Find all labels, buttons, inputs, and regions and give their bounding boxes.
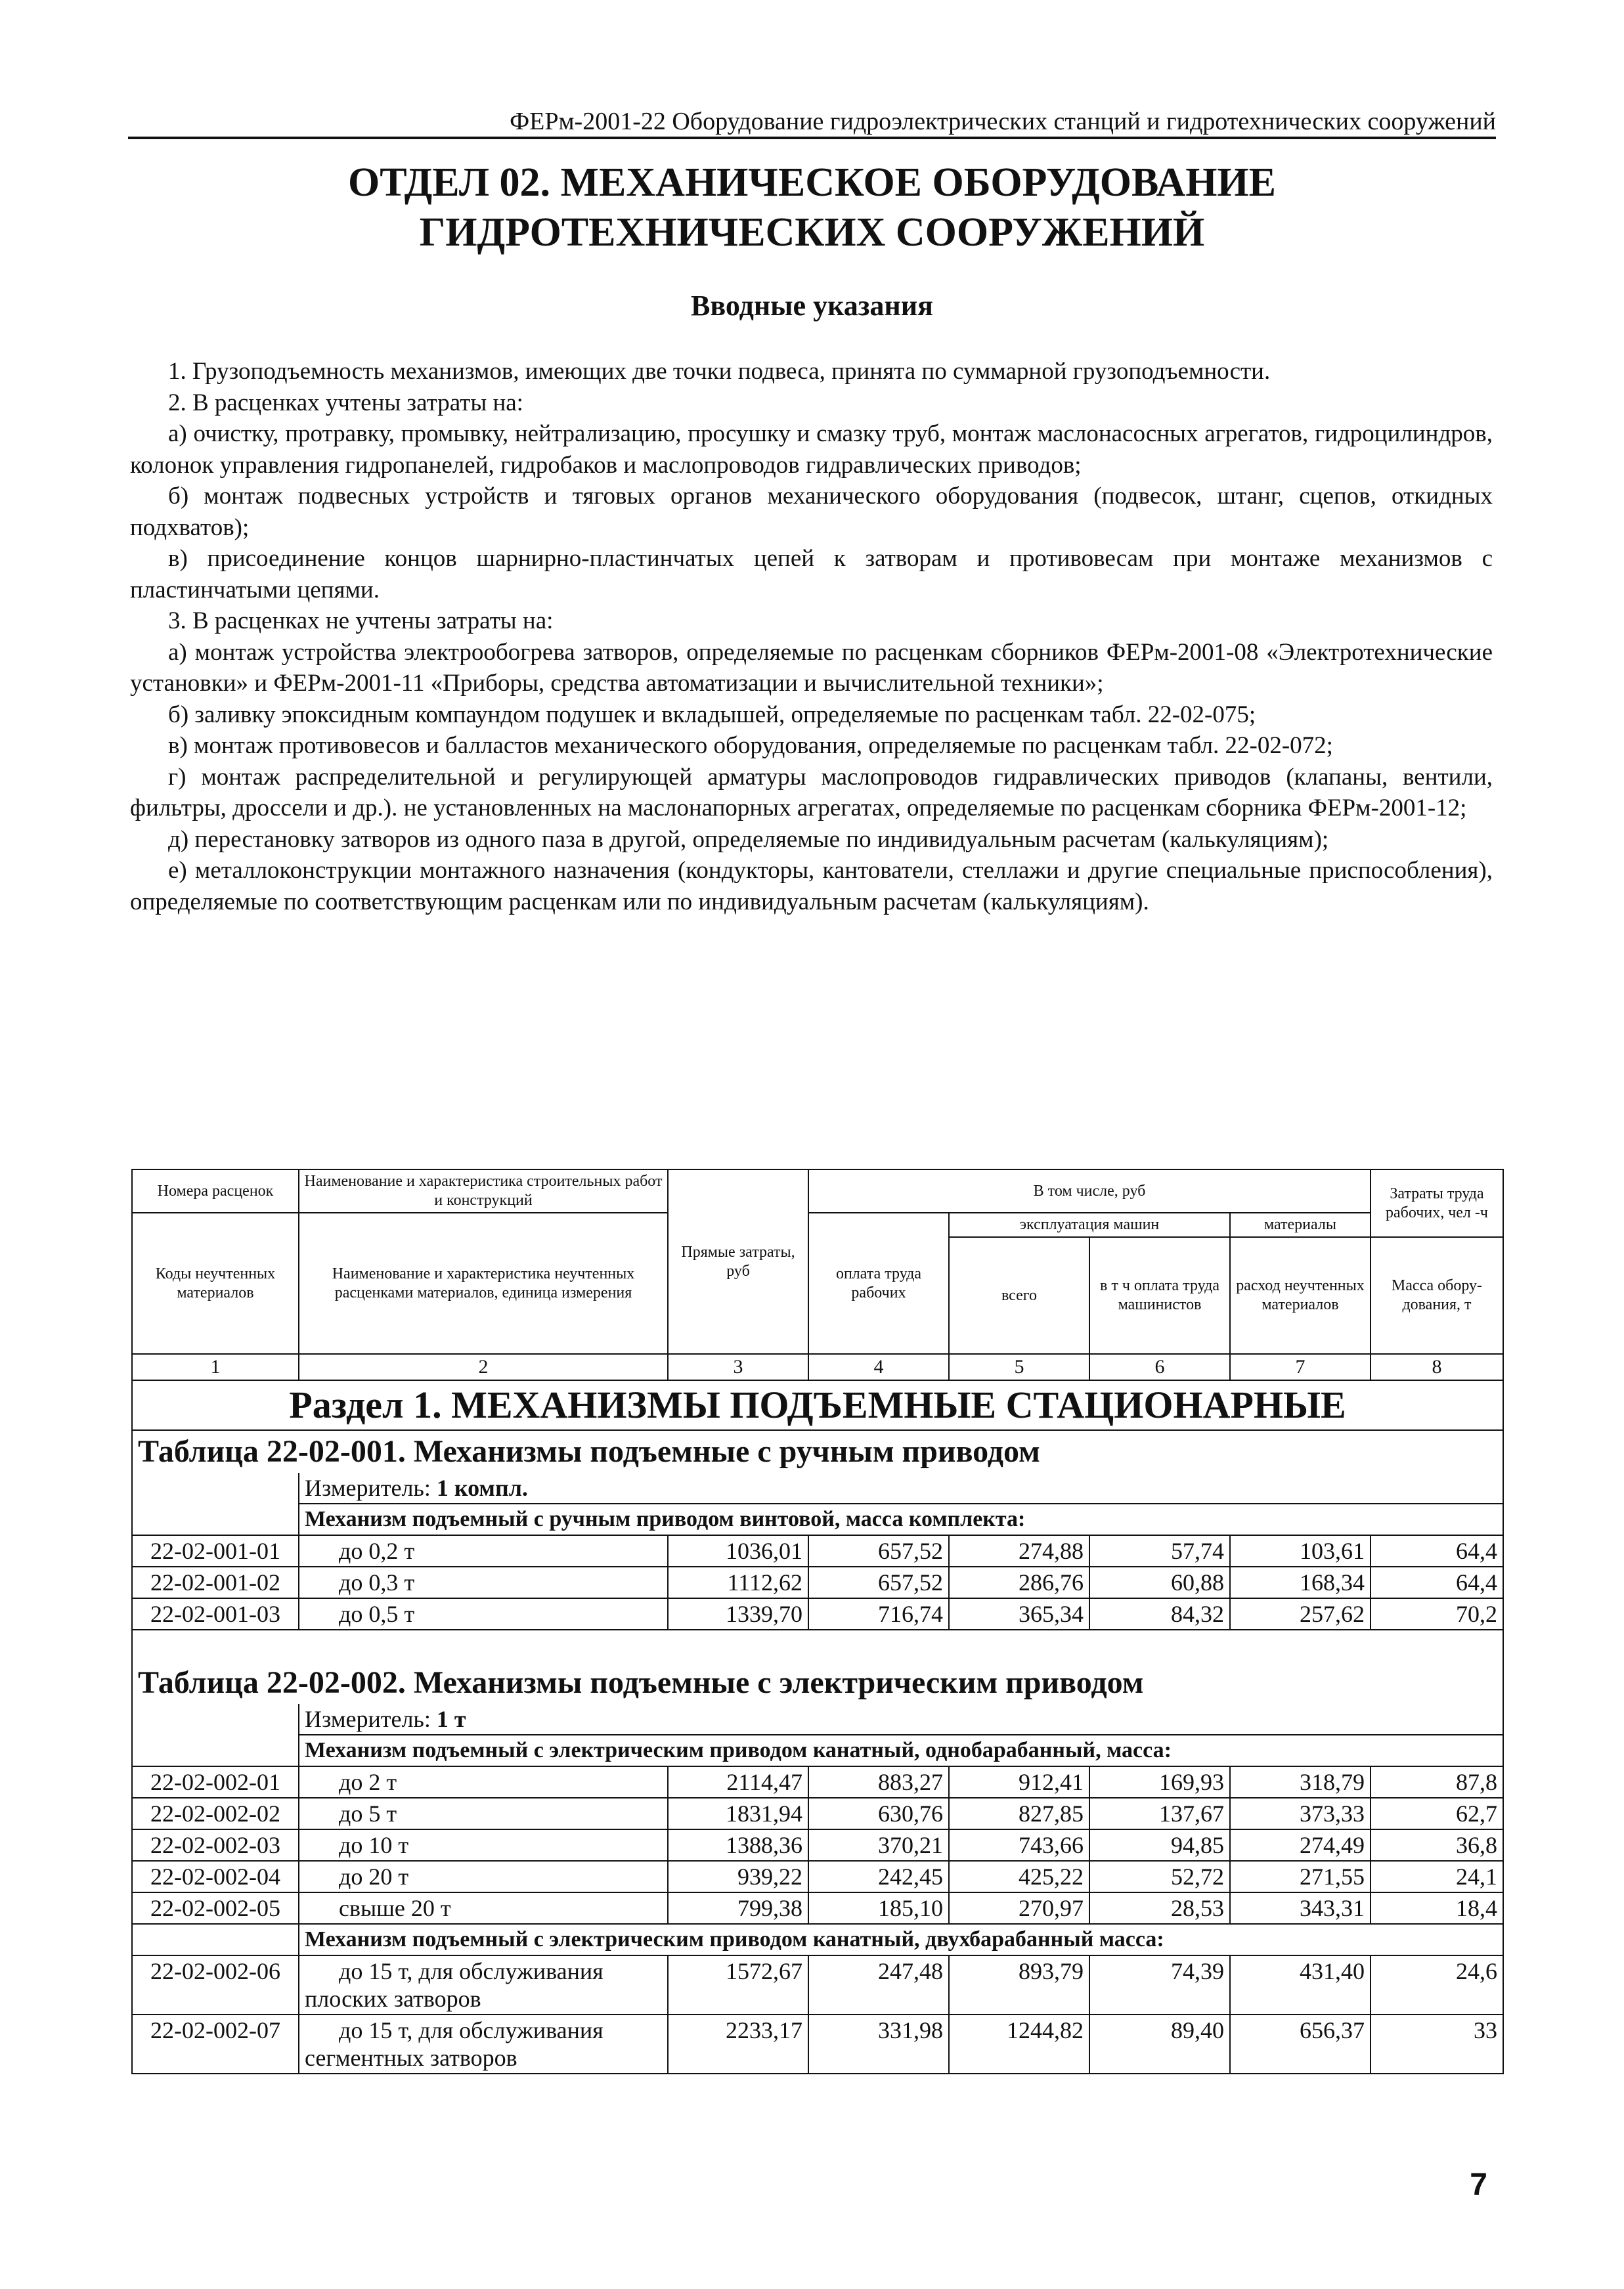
header-incl-machinist: в т ч оплата труда машинистов <box>1089 1237 1230 1354</box>
labor-costs: 18,4 <box>1371 1892 1503 1924</box>
header-unaccounted-materials: расход неучтенных материалов <box>1230 1237 1371 1354</box>
worker-pay: 883,27 <box>808 1766 949 1798</box>
direct-costs: 1572,67 <box>668 1955 808 2015</box>
header-direct-costs: Прямые затраты, руб <box>668 1169 808 1354</box>
intro-paragraph: в) монтаж противовесов и балластов механического оборудования, определяемые по расценкам табл. 22-02-072; <box>168 732 1333 759</box>
section-title: Раздел 1. МЕХАНИЗМЫ ПОДЪЕМНЫЕ СТАЦИОНАРНЫЕ <box>132 1380 1503 1430</box>
machinists-pay: 84,32 <box>1089 1598 1230 1630</box>
measure-unit <box>299 1704 1503 1735</box>
worker-pay: 630,76 <box>808 1798 949 1829</box>
measure-label: Измеритель: <box>305 1475 431 1501</box>
intro-paragraph: а) монтаж устройства электрообогрева затворов, определяемые по расценкам сборников ФЕРм-2001-08 «Электротехнические установки» и ФЕРм-2001-11 «Приборы, средства автоматизации и вычислительной техники»; <box>130 638 1493 697</box>
header-equipment-mass: Масса обору-дования, т <box>1371 1237 1503 1354</box>
direct-costs: 2233,17 <box>668 2015 808 2074</box>
machines-total: 827,85 <box>949 1798 1089 1829</box>
intro-paragraph: 2. В расценках учтены затраты на: <box>168 389 523 416</box>
header-total: всего <box>949 1237 1089 1354</box>
measure-value: 1 т <box>436 1706 466 1732</box>
rates-table <box>131 1169 1504 2074</box>
materials-cost: 318,79 <box>1230 1766 1371 1798</box>
machines-total: 743,66 <box>949 1829 1089 1861</box>
table-title-row <box>132 1430 1503 1473</box>
header-machine-operation: эксплуатация машин <box>949 1213 1230 1237</box>
header-including: В том числе, руб <box>808 1169 1371 1213</box>
rate-name: до 20 т <box>299 1861 668 1892</box>
machines-total: 912,41 <box>949 1766 1089 1798</box>
table-row <box>132 1955 1503 2015</box>
table-row <box>132 1861 1503 1892</box>
worker-pay: 242,45 <box>808 1861 949 1892</box>
rate-name <box>299 2015 668 2074</box>
rate-code: 22-02-002-01 <box>132 1766 299 1798</box>
direct-costs: 1831,94 <box>668 1798 808 1829</box>
direct-costs: 1036,01 <box>668 1535 808 1567</box>
labor-costs: 36,8 <box>1371 1829 1503 1861</box>
materials-cost: 274,49 <box>1230 1829 1371 1861</box>
intro-paragraph: б) заливку эпоксидным компаундом подушек и вкладышей, определяемые по расценкам табл. 22-02-075; <box>168 701 1256 728</box>
table-row <box>132 1598 1503 1630</box>
intro-text <box>130 356 1493 917</box>
running-header: ФЕРм-2001-22 Оборудование гидроэлектрических станций и гидротехнических сооружений <box>128 106 1496 139</box>
labor-costs: 24,1 <box>1371 1861 1503 1892</box>
rate-name: свыше 20 т <box>299 1892 668 1924</box>
rates-table-wrapper <box>131 1169 1503 2074</box>
machines-total: 270,97 <box>949 1892 1089 1924</box>
table-row <box>132 1798 1503 1829</box>
header-row-1 <box>132 1169 1503 1213</box>
header-row-2 <box>132 1213 1503 1237</box>
intro-paragraph: 3. В расценках не учтены затраты на: <box>168 607 554 634</box>
machines-total: 1244,82 <box>949 2015 1089 2074</box>
page-number: 7 <box>1470 2168 1487 2202</box>
rate-name-line: до 15 т, для обслуживания <box>339 2017 604 2043</box>
measure-row <box>132 1473 1503 1504</box>
rate-name: до 0,5 т <box>299 1598 668 1630</box>
rate-code: 22-02-001-01 <box>132 1535 299 1567</box>
direct-costs: 939,22 <box>668 1861 808 1892</box>
rate-code: 22-02-002-02 <box>132 1798 299 1829</box>
labor-costs: 64,4 <box>1371 1535 1503 1567</box>
machinists-pay: 74,39 <box>1089 1955 1230 2015</box>
worker-pay: 657,52 <box>808 1567 949 1598</box>
group-row <box>132 1504 1503 1535</box>
machinists-pay: 89,40 <box>1089 2015 1230 2074</box>
rate-code: 22-02-002-04 <box>132 1861 299 1892</box>
table-row <box>132 1535 1503 1567</box>
group-row <box>132 1735 1503 1766</box>
rate-code: 22-02-002-05 <box>132 1892 299 1924</box>
rate-name: до 10 т <box>299 1829 668 1861</box>
table-row <box>132 1766 1503 1798</box>
labor-costs: 62,7 <box>1371 1798 1503 1829</box>
group-row <box>132 1924 1503 1955</box>
intro-paragraph: а) очистку, протравку, промывку, нейтрализацию, просушку и смазку труб, монтаж маслонасосных агрегатов, гидроцилиндров, колонок управления гидропанелей, гидробаков и маслопроводов гидравлических приводов; <box>130 420 1493 479</box>
intro-paragraph: д) перестановку затворов из одного паза в другой, определяемые по индивидуальным расчетам (калькуляциям); <box>168 825 1329 853</box>
column-number: 6 <box>1089 1354 1230 1380</box>
header-worker-pay: оплата труда рабочих <box>808 1213 949 1354</box>
intro-paragraph: г) монтаж распределительной и регулирующей арматуры маслопроводов гидравлических приводов (клапаны, вентили, фильтры, дроссели и др.). не установленных на маслонапорных агрегатах, определяемые по расценкам сборника ФЕРм-2001-12; <box>130 763 1493 821</box>
machinists-pay: 94,85 <box>1089 1829 1230 1861</box>
materials-cost: 656,37 <box>1230 2015 1371 2074</box>
measure-row <box>132 1704 1503 1735</box>
header-labor-costs: Затраты труда рабочих, чел -ч <box>1371 1169 1503 1237</box>
materials-cost: 373,33 <box>1230 1798 1371 1829</box>
machines-total: 425,22 <box>949 1861 1089 1892</box>
header-codes: Коды неучтенных материалов <box>132 1213 299 1354</box>
section-heading-line-1: ОТДЕЛ 02. МЕХАНИЧЕСКОЕ ОБОРУДОВАНИЕ <box>347 160 1277 205</box>
materials-cost: 168,34 <box>1230 1567 1371 1598</box>
machinists-pay: 137,67 <box>1089 1798 1230 1829</box>
machinists-pay: 169,93 <box>1089 1766 1230 1798</box>
table-title-row <box>132 1630 1503 1704</box>
direct-costs: 1388,36 <box>668 1829 808 1861</box>
table-row <box>132 1567 1503 1598</box>
worker-pay: 185,10 <box>808 1892 949 1924</box>
materials-cost: 271,55 <box>1230 1861 1371 1892</box>
table-row <box>132 1892 1503 1924</box>
labor-costs: 70,2 <box>1371 1598 1503 1630</box>
intro-paragraph: в) присоединение концов шарнирно-пластинчатых цепей к затворам и противовесам при монтаже механизмов с пластинчатыми цепями. <box>130 545 1493 603</box>
worker-pay: 331,98 <box>808 2015 949 2074</box>
section-heading <box>0 158 1624 257</box>
section-title-row <box>132 1380 1503 1430</box>
machines-total: 893,79 <box>949 1955 1089 2015</box>
labor-costs: 87,8 <box>1371 1766 1503 1798</box>
intro-paragraph: б) монтаж подвесных устройств и тяговых органов механического оборудования (подвесок, штанг, сцепов, откидных подхватов); <box>130 483 1493 541</box>
rate-name: до 0,3 т <box>299 1567 668 1598</box>
section-heading-line-2: ГИДРОТЕХНИЧЕСКИХ СООРУЖЕНИЙ <box>419 210 1205 255</box>
rate-name-line: плоских затворов <box>305 1986 481 2012</box>
worker-pay: 657,52 <box>808 1535 949 1567</box>
worker-pay: 716,74 <box>808 1598 949 1630</box>
column-number: 5 <box>949 1354 1089 1380</box>
machines-total: 274,88 <box>949 1535 1089 1567</box>
rate-name-line: до 15 т, для обслуживания <box>339 1958 604 1984</box>
group-title: Механизм подъемный с электрическим приводом канатный, двухбарабанный масса: <box>299 1924 1503 1955</box>
rate-name: до 0,2 т <box>299 1535 668 1567</box>
intro-paragraph: е) металлоконструкции монтажного назначения (кондукторы, кантователи, стеллажи и другие специальные приспособления), определяемые по соответствующим расценкам или по индивидуальным расчетам (калькуляциям). <box>130 857 1493 915</box>
rate-code: 22-02-001-02 <box>132 1567 299 1598</box>
group-title: Механизм подъемный с электрическим приводом канатный, однобарабанный, масса: <box>299 1735 1503 1766</box>
column-number: 4 <box>808 1354 949 1380</box>
machinists-pay: 52,72 <box>1089 1861 1230 1892</box>
header-name-materials: Наименование и характеристика неучтенных расценками материалов, единица измерения <box>299 1213 668 1354</box>
direct-costs: 2114,47 <box>668 1766 808 1798</box>
intro-paragraph: 1. Грузоподъемность механизмов, имеющих две точки подвеса, принята по суммарной грузоподъемности. <box>168 358 1271 385</box>
table-row <box>132 1829 1503 1861</box>
direct-costs: 1339,70 <box>668 1598 808 1630</box>
machinists-pay: 57,74 <box>1089 1535 1230 1567</box>
table-row <box>132 2015 1503 2074</box>
machines-total: 286,76 <box>949 1567 1089 1598</box>
rate-name: до 2 т <box>299 1766 668 1798</box>
materials-cost: 343,31 <box>1230 1892 1371 1924</box>
worker-pay: 370,21 <box>808 1829 949 1861</box>
worker-pay: 247,48 <box>808 1955 949 2015</box>
machinists-pay: 60,88 <box>1089 1567 1230 1598</box>
table-title: Таблица 22-02-002. Механизмы подъемные с электрическим приводом <box>132 1630 1503 1704</box>
column-number: 3 <box>668 1354 808 1380</box>
direct-costs: 1112,62 <box>668 1567 808 1598</box>
labor-costs: 64,4 <box>1371 1567 1503 1598</box>
column-number-row <box>132 1354 1503 1380</box>
measure-label: Измеритель: <box>305 1706 431 1732</box>
materials-cost: 431,40 <box>1230 1955 1371 2015</box>
machines-total: 365,34 <box>949 1598 1089 1630</box>
column-number: 2 <box>299 1354 668 1380</box>
labor-costs: 24,6 <box>1371 1955 1503 2015</box>
rate-code: 22-02-002-06 <box>132 1955 299 2015</box>
rate-code: 22-02-002-03 <box>132 1829 299 1861</box>
materials-cost: 257,62 <box>1230 1598 1371 1630</box>
group-title: Механизм подъемный с ручным приводом винтовой, масса комплекта: <box>299 1504 1503 1535</box>
direct-costs: 799,38 <box>668 1892 808 1924</box>
header-rate-numbers: Номера расценок <box>132 1169 299 1213</box>
machinists-pay: 28,53 <box>1089 1892 1230 1924</box>
rate-code: 22-02-002-07 <box>132 2015 299 2074</box>
intro-heading: Вводные указания <box>691 290 933 322</box>
measure-value: 1 компл. <box>436 1475 528 1501</box>
column-number: 8 <box>1371 1354 1503 1380</box>
rate-code: 22-02-001-03 <box>132 1598 299 1630</box>
column-number: 7 <box>1230 1354 1371 1380</box>
rate-name-line: сегментных затворов <box>305 2045 517 2071</box>
measure-unit <box>299 1473 1503 1504</box>
rate-name: до 5 т <box>299 1798 668 1829</box>
header-materials: материалы <box>1230 1213 1371 1237</box>
header-name-work: Наименование и характеристика строительных работ и конструкций <box>299 1169 668 1213</box>
column-number: 1 <box>132 1354 299 1380</box>
table-title: Таблица 22-02-001. Механизмы подъемные с ручным приводом <box>132 1430 1503 1473</box>
rate-name <box>299 1955 668 2015</box>
labor-costs: 33 <box>1371 2015 1503 2074</box>
materials-cost: 103,61 <box>1230 1535 1371 1567</box>
